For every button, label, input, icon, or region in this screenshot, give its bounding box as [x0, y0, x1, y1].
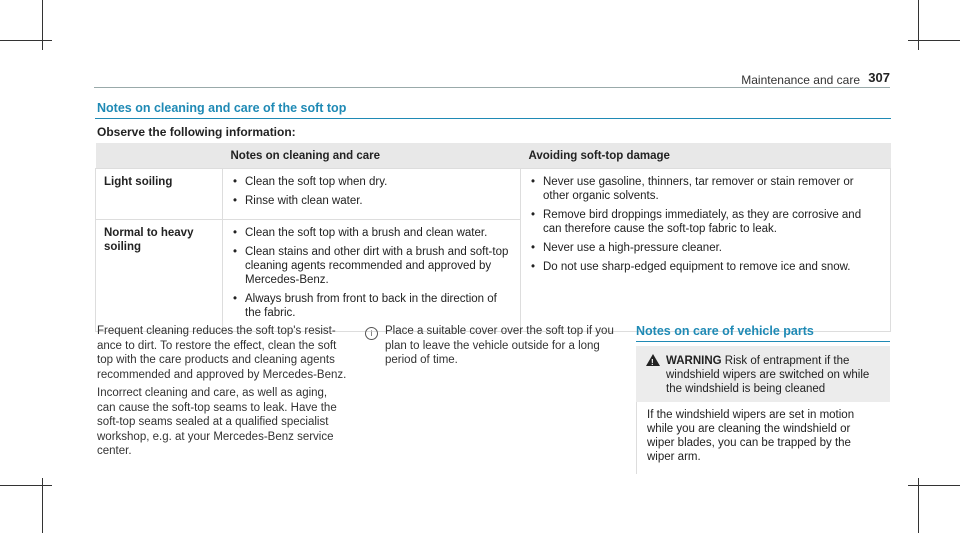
paragraph: Frequent cleaning reduces the soft top's resist-ance to dirt. To restore the effect, clean the soft top with the care products and cleaning agents recommended and approved by Mercedes-Benz. [97, 325, 347, 381]
warning-label: WARNING [666, 355, 725, 367]
avoid-cell [521, 169, 891, 332]
table-header-cell: Notes on cleaning and care [223, 143, 521, 169]
list-item: • Always brush from front to back in the direction of the fabric. [245, 292, 512, 320]
list-item: • Clean the soft top with a brush and clean water. [245, 226, 512, 240]
paragraph: Incorrect cleaning and care, as well as aging, can cause the soft-top seams to leak. Have the soft-top seams sealed at a qualified specialist workshop, e.g. at your Mercedes-Benz service center. [97, 387, 337, 457]
crop-mark [42, 478, 43, 533]
table-row [96, 169, 891, 220]
note-text: Place a suitable cover over the soft top if you plan to leave the vehicle outside for a long period of time. [385, 325, 614, 366]
warning-header [636, 346, 890, 402]
exclamation-icon: ! [651, 358, 654, 367]
crop-mark [908, 40, 960, 41]
table-header-row [96, 143, 891, 169]
list-item: • Clean the soft top when dry. [245, 175, 512, 189]
row-label: Light soiling [96, 169, 223, 220]
running-header: Maintenance and care [741, 73, 860, 87]
crop-mark [0, 40, 52, 41]
header-rule [94, 87, 890, 88]
intro-text: Observe the following information: [97, 125, 296, 139]
section-rule [95, 118, 891, 119]
crop-mark [0, 485, 52, 486]
section-title: Notes on cleaning and care of the soft top [97, 101, 347, 115]
list-item: • Do not use sharp-edged equipment to remove ice and snow. [543, 260, 882, 274]
page-number: 307 [868, 70, 890, 85]
table-header-cell: Avoiding soft-top damage [521, 143, 891, 169]
section-rule [636, 341, 890, 342]
care-cell [223, 220, 521, 332]
section-title: Notes on care of vehicle parts [636, 324, 814, 338]
list-item: • Never use a high-pressure cleaner. [543, 241, 882, 255]
care-table [95, 143, 891, 332]
warning-heading: Risk of entrapment if the windshield wipers are switched on while the windshield is being cleaned [666, 355, 870, 395]
list-item: • Clean stains and other dirt with a brush and soft-top cleaning agents recommended and approved by Mercedes-Benz. [245, 245, 512, 287]
warning-body: If the windshield wipers are set in motion while you are cleaning the windshield or wiper blades, you can be trapped by the wiper arm. [636, 402, 890, 474]
table-header-cell [96, 143, 223, 169]
crop-mark [908, 485, 960, 486]
crop-mark [42, 0, 43, 50]
warning-box [636, 346, 890, 463]
crop-mark [918, 0, 919, 50]
list-item: • Remove bird droppings immediately, as they are corrosive and can therefore cause the soft-top fabric to leak. [543, 208, 882, 236]
list-item: • Rinse with clean water. [245, 194, 512, 208]
care-cell [223, 169, 521, 220]
crop-mark [918, 478, 919, 533]
list-item: • Never use gasoline, thinners, tar remover or stain remover or other organic solvents. [543, 175, 882, 203]
row-label: Normal to heavy soiling [96, 220, 223, 332]
info-icon: i [365, 327, 378, 340]
